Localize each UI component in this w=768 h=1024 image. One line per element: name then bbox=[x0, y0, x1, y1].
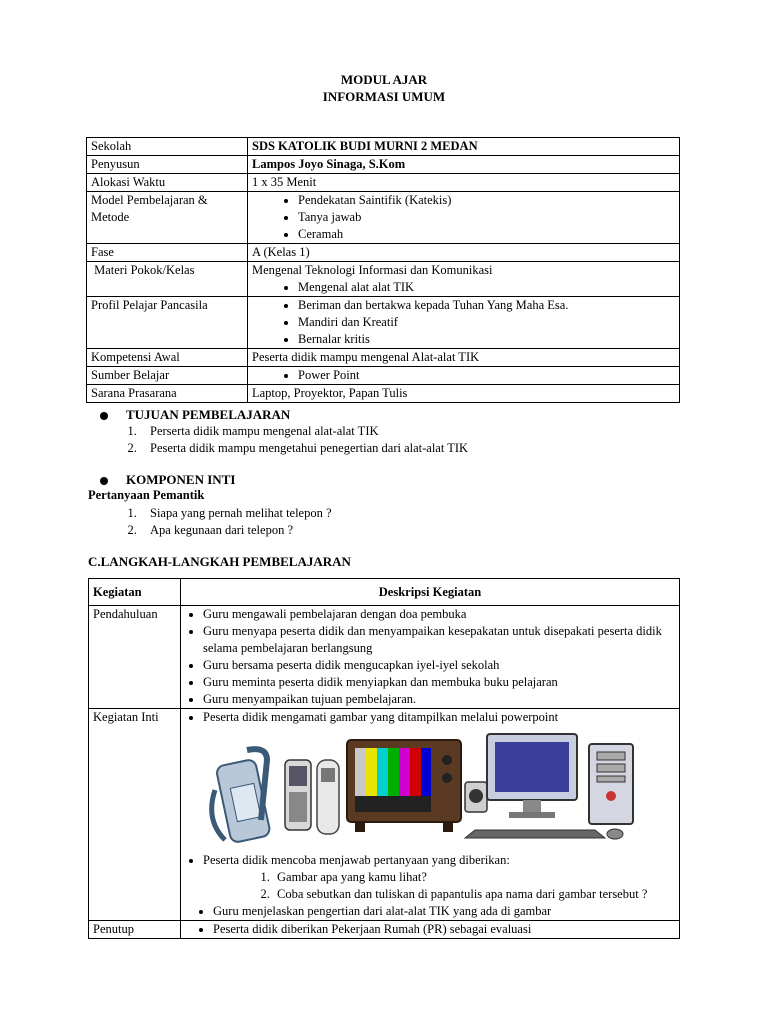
label-kompetensi: Kompetensi Awal bbox=[87, 349, 248, 367]
list-item: • Peserta didik mencoba menjawab pertanyaan yang diberikan: bbox=[203, 852, 675, 869]
value-fase: A (Kelas 1) bbox=[248, 244, 680, 262]
list-item: • Bernalar kritis bbox=[298, 331, 675, 348]
pemantik-list bbox=[120, 505, 332, 539]
label-penyusun: Penyusun bbox=[87, 156, 248, 174]
label-model-line2: Metode bbox=[91, 210, 130, 224]
info-table bbox=[86, 137, 680, 403]
list-item: • Guru menyampaikan tujuan pembelajaran. bbox=[203, 691, 675, 708]
doc-title: MODUL AJAR bbox=[340, 72, 428, 87]
mobile-phone-icon bbox=[285, 760, 339, 834]
list-item: 1. Gambar apa yang kamu lihat? bbox=[273, 869, 675, 886]
value-profil bbox=[248, 297, 680, 349]
telephone-icon bbox=[212, 749, 271, 843]
list-item: 1. Siapa yang pernah melihat telepon ? bbox=[140, 505, 332, 522]
col-kegiatan: Kegiatan bbox=[89, 579, 181, 606]
value-sekolah: SDS KATOLIK BUDI MURNI 2 MEDAN bbox=[248, 138, 680, 156]
tik-illustration bbox=[205, 730, 665, 848]
komponen-heading bbox=[100, 472, 235, 488]
list-item: • Guru mengawali pembelajaran dengan doa pembuka bbox=[203, 606, 675, 623]
list-item: 2. Coba sebutkan dan tuliskan di papantulis apa nama dari gambar tersebut ? bbox=[273, 886, 675, 903]
desc-pendahuluan bbox=[181, 606, 680, 709]
label-penutup: Penutup bbox=[89, 921, 181, 939]
label-sekolah: Sekolah bbox=[87, 138, 248, 156]
list-item: • Peserta didik diberikan Pekerjaan Rumah (PR) sebagai evaluasi bbox=[213, 921, 675, 938]
label-model bbox=[87, 192, 248, 244]
value-model bbox=[248, 192, 680, 244]
label-inti: Kegiatan Inti bbox=[89, 709, 181, 921]
value-kompetensi: Peserta didik mampu mengenal Alat-alat TIK bbox=[248, 349, 680, 367]
pemantik-heading: Pertanyaan Pemantik bbox=[88, 488, 205, 502]
label-profil: Profil Pelajar Pancasila bbox=[87, 297, 248, 349]
keyboard-icon bbox=[465, 829, 623, 839]
label-pendahuluan: Pendahuluan bbox=[89, 606, 181, 709]
list-item: • Pendekatan Saintifik (Katekis) bbox=[298, 192, 675, 209]
monitor-icon bbox=[487, 734, 577, 818]
row-fase bbox=[87, 244, 680, 262]
list-item: 2. Peserta didik mampu mengetahui penegertian dari alat-alat TIK bbox=[140, 440, 468, 457]
row-penutup bbox=[89, 921, 680, 939]
row-kompetensi bbox=[87, 349, 680, 367]
speaker-icon bbox=[465, 782, 487, 812]
value-alokasi: 1 x 35 Menit bbox=[248, 174, 680, 192]
row-model bbox=[87, 192, 680, 244]
row-pendahuluan bbox=[89, 606, 680, 709]
bullet-icon bbox=[100, 412, 108, 420]
row-penyusun bbox=[87, 156, 680, 174]
label-alokasi: Alokasi Waktu bbox=[87, 174, 248, 192]
tujuan-list bbox=[120, 423, 468, 457]
label-model-line1: Model Pembelajaran & bbox=[91, 193, 208, 207]
tujuan-heading bbox=[100, 407, 290, 423]
list-item: • Guru menyapa peserta didik dan menyampaikan kesepakatan untuk disepakati peserta didik selama pembelajaran berlangsung bbox=[203, 623, 675, 657]
row-alokasi bbox=[87, 174, 680, 192]
list-item: • Ceramah bbox=[298, 226, 675, 243]
list-item: • Guru bersama peserta didik mengucapkan iyel-iyel sekolah bbox=[203, 657, 675, 674]
television-icon bbox=[347, 740, 461, 832]
label-materi: Materi Pokok/Kelas bbox=[87, 262, 248, 297]
label-sumber: Sumber Belajar bbox=[87, 367, 248, 385]
komponen-heading-text: KOMPONEN INTI bbox=[126, 472, 236, 487]
tujuan-heading-text: TUJUAN PEMBELAJARAN bbox=[126, 407, 291, 422]
list-item: • Tanya jawab bbox=[298, 209, 675, 226]
list-item: 1. Perserta didik mampu mengenal alat-alat TIK bbox=[140, 423, 468, 440]
value-sumber bbox=[248, 367, 680, 385]
desc-penutup bbox=[181, 921, 680, 939]
row-sumber bbox=[87, 367, 680, 385]
desc-inti bbox=[181, 709, 680, 921]
value-penyusun: Lampos Joyo Sinaga, S.Kom bbox=[248, 156, 680, 174]
row-sarana bbox=[87, 385, 680, 403]
col-deskripsi: Deskripsi Kegiatan bbox=[181, 579, 680, 606]
row-materi bbox=[87, 262, 680, 297]
langkah-header-row bbox=[89, 579, 680, 606]
list-item: • Mengenal alat alat TIK bbox=[298, 279, 675, 296]
list-item: • Guru menjelaskan pengertian dari alat-alat TIK yang ada di gambar bbox=[213, 903, 675, 920]
row-inti bbox=[89, 709, 680, 921]
list-item: • Power Point bbox=[298, 367, 675, 384]
list-item: • Peserta didik mengamati gambar yang ditampilkan melalui powerpoint bbox=[203, 709, 675, 726]
list-item: • Guru meminta peserta didik menyiapkan dan membuka buku pelajaran bbox=[203, 674, 675, 691]
list-item: • Mandiri dan Kreatif bbox=[298, 314, 675, 331]
langkah-heading: C.LANGKAH-LANGKAH PEMBELAJARAN bbox=[88, 554, 351, 569]
langkah-table bbox=[88, 578, 680, 939]
row-profil bbox=[87, 297, 680, 349]
doc-subtitle: INFORMASI UMUM bbox=[322, 89, 446, 104]
bullet-icon bbox=[100, 477, 108, 485]
label-fase: Fase bbox=[87, 244, 248, 262]
list-item: 2. Apa kegunaan dari telepon ? bbox=[140, 522, 332, 539]
row-sekolah bbox=[87, 138, 680, 156]
tik-devices-image bbox=[185, 730, 675, 848]
list-item: • Beriman dan bertakwa kepada Tuhan Yang Maha Esa. bbox=[298, 297, 675, 314]
materi-text: Mengenal Teknologi Informasi dan Komunikasi bbox=[252, 263, 493, 277]
label-sarana: Sarana Prasarana bbox=[87, 385, 248, 403]
cpu-tower-icon bbox=[589, 744, 633, 824]
value-materi bbox=[248, 262, 680, 297]
value-sarana: Laptop, Proyektor, Papan Tulis bbox=[248, 385, 680, 403]
